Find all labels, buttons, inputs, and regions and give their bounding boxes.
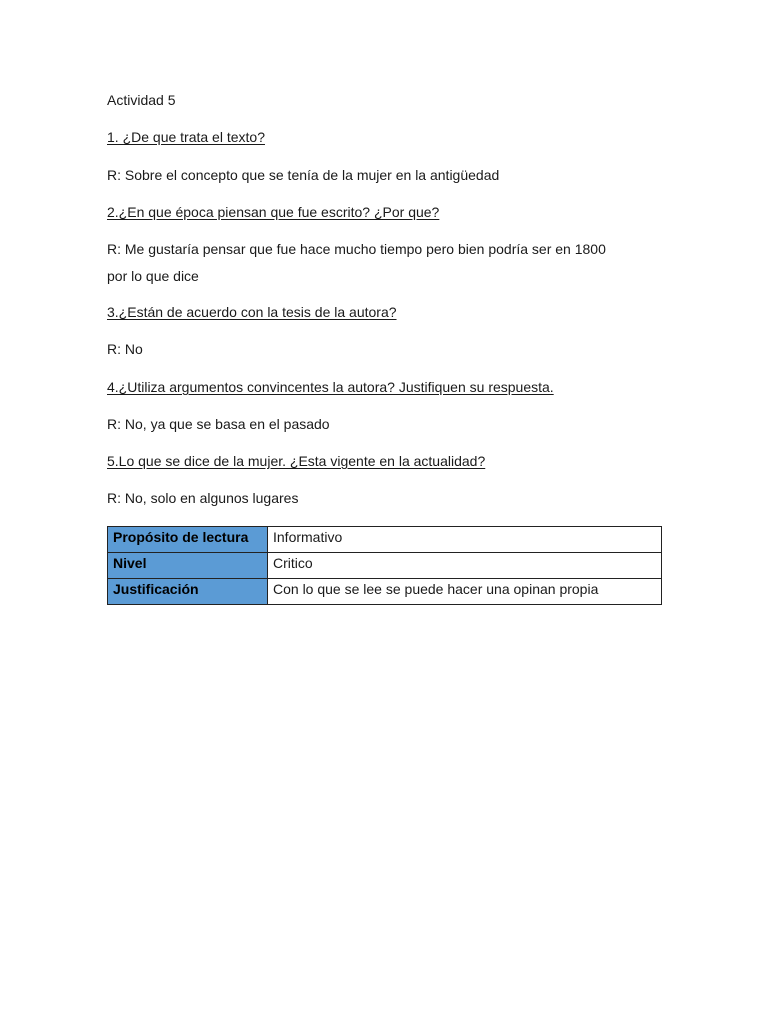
question-2: 2.¿En que época piensan que fue escrito? ¿Por que?: [107, 204, 440, 220]
table-value-level: Critico: [268, 553, 662, 579]
answer-2-line-1: R: Me gustaría pensar que fue hace mucho tiempo pero bien podría ser en 1800: [107, 241, 606, 257]
question-5: 5.Lo que se dice de la mujer. ¿Esta vigente en la actualidad?: [107, 453, 486, 469]
table-label-justification: Justificación: [108, 579, 268, 605]
answer-3: R: No: [107, 341, 143, 357]
table-value-justification: Con lo que se lee se puede hacer una opinan propia: [268, 579, 662, 605]
question-1: 1. ¿De que trata el texto?: [107, 129, 265, 145]
answer-4: R: No, ya que se basa en el pasado: [107, 416, 330, 432]
answer-1: R: Sobre el concepto que se tenía de la mujer en la antigüedad: [107, 167, 500, 183]
table-row: [108, 579, 662, 605]
table-label-level: Nivel: [108, 553, 268, 579]
question-3: 3.¿Están de acuerdo con la tesis de la autora?: [107, 304, 397, 320]
document-title: Actividad 5: [107, 92, 176, 108]
table-row: [108, 553, 662, 579]
table-value-purpose: Informativo: [268, 527, 662, 553]
table-row: [108, 527, 662, 553]
question-4: 4.¿Utiliza argumentos convincentes la autora? Justifiquen su respuesta.: [107, 379, 554, 395]
table-label-purpose: Propósito de lectura: [108, 527, 268, 553]
answer-5: R: No, solo en algunos lugares: [107, 490, 299, 506]
reading-info-table: [107, 526, 662, 605]
answer-2-line-2: por lo que dice: [107, 268, 199, 284]
